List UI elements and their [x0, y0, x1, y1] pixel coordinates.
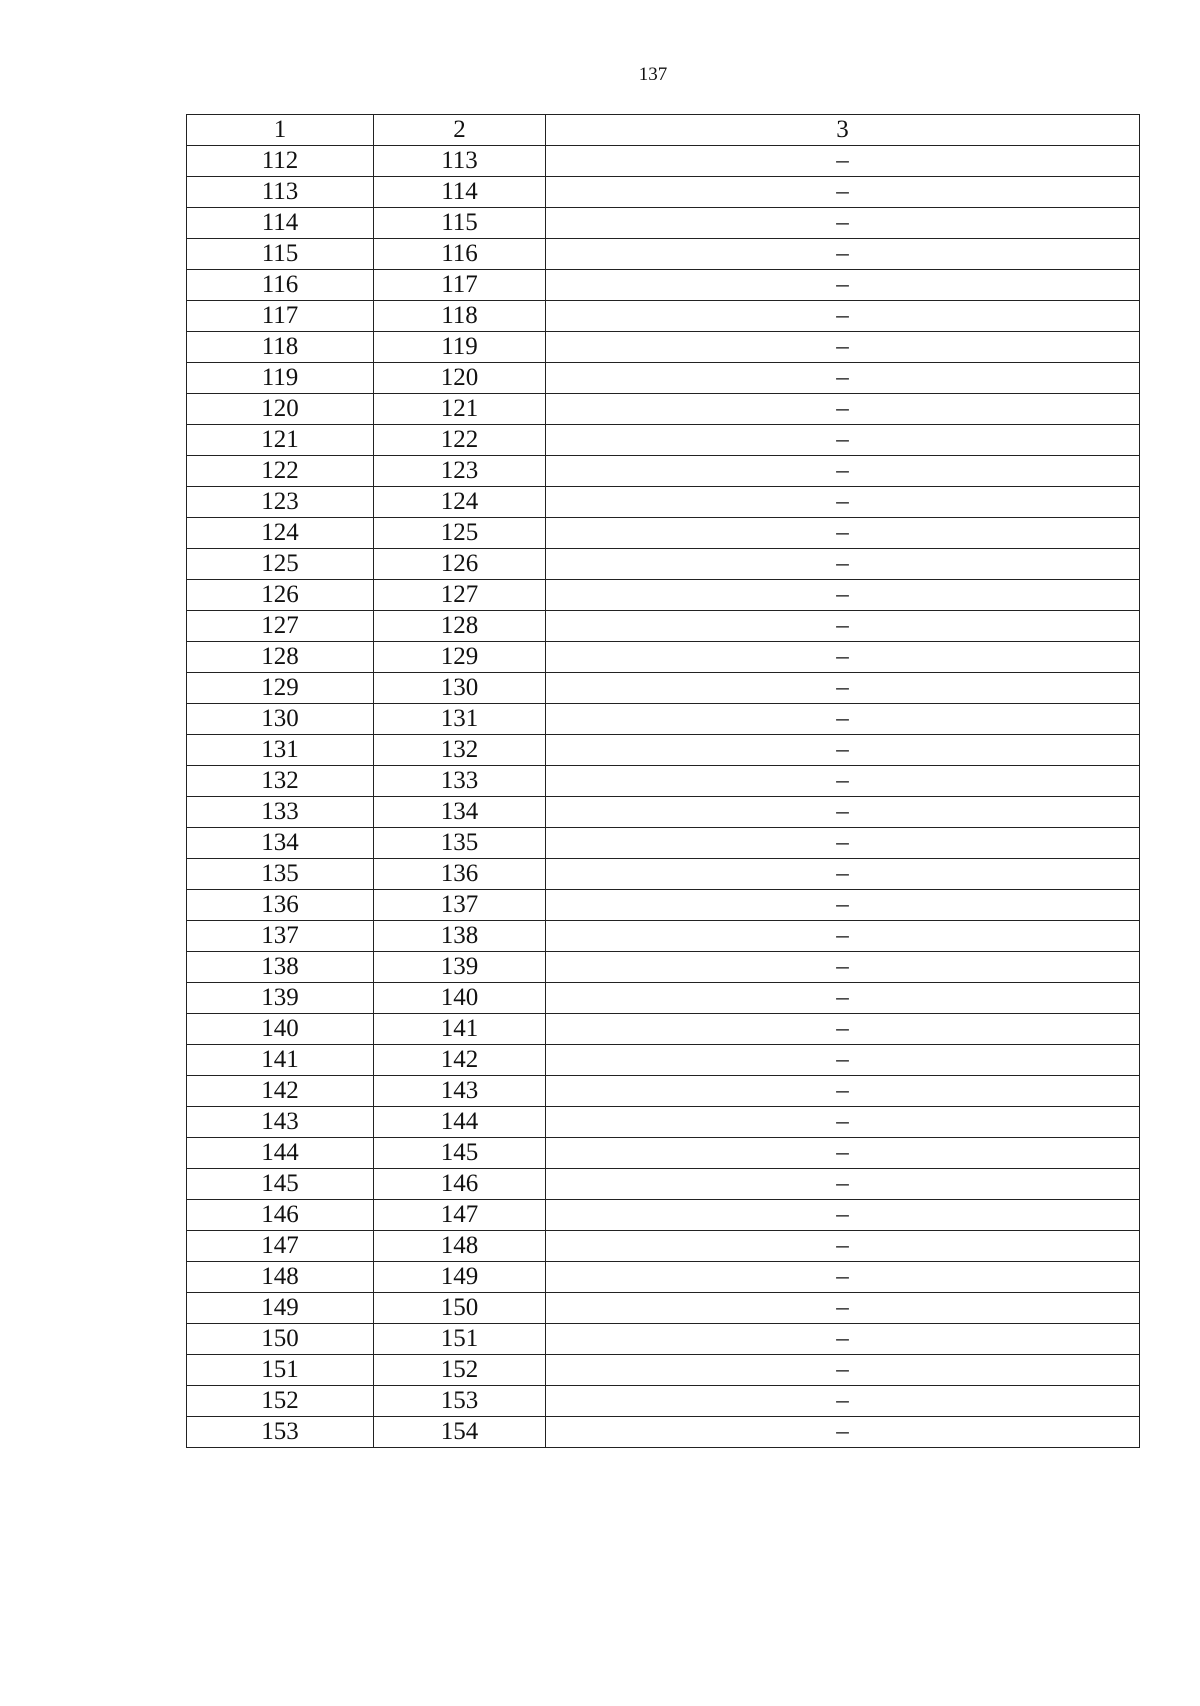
table-cell: –: [546, 828, 1140, 859]
table-cell: 114: [187, 208, 374, 239]
table-cell: 152: [187, 1386, 374, 1417]
table-cell: –: [546, 425, 1140, 456]
table-row: [187, 1386, 1140, 1417]
table-cell: 128: [374, 611, 546, 642]
table-cell: –: [546, 1386, 1140, 1417]
table-row: [187, 952, 1140, 983]
table-cell: 126: [187, 580, 374, 611]
table-row: [187, 146, 1140, 177]
table-cell: 141: [187, 1045, 374, 1076]
table-cell: –: [546, 983, 1140, 1014]
table-cell: –: [546, 1200, 1140, 1231]
table-cell: –: [546, 239, 1140, 270]
table-cell: –: [546, 301, 1140, 332]
table-cell: 120: [187, 394, 374, 425]
table-row: [187, 1076, 1140, 1107]
table-cell: 117: [187, 301, 374, 332]
table-cell: –: [546, 1262, 1140, 1293]
table-cell: –: [546, 580, 1140, 611]
table-cell: 140: [374, 983, 546, 1014]
table-row: [187, 828, 1140, 859]
table-cell: 146: [374, 1169, 546, 1200]
table-cell: 113: [187, 177, 374, 208]
table-row: [187, 549, 1140, 580]
table-cell: 141: [374, 1014, 546, 1045]
table-row: [187, 1293, 1140, 1324]
table-cell: 135: [374, 828, 546, 859]
table-cell: –: [546, 146, 1140, 177]
table-cell: 116: [187, 270, 374, 301]
table-row: [187, 425, 1140, 456]
table-cell: 122: [374, 425, 546, 456]
table-cell: 129: [187, 673, 374, 704]
table-row: [187, 673, 1140, 704]
table-cell: 116: [374, 239, 546, 270]
table-row: [187, 704, 1140, 735]
table-cell: 146: [187, 1200, 374, 1231]
table-row: [187, 1355, 1140, 1386]
table-cell: 135: [187, 859, 374, 890]
table-cell: –: [546, 1231, 1140, 1262]
data-table: [186, 114, 1140, 1448]
table-cell: 129: [374, 642, 546, 673]
table-cell: 148: [374, 1231, 546, 1262]
header-cell: 3: [546, 115, 1140, 146]
table-row: [187, 177, 1140, 208]
table-cell: 142: [374, 1045, 546, 1076]
header-cell: 2: [374, 115, 546, 146]
table-cell: 153: [374, 1386, 546, 1417]
table-cell: –: [546, 518, 1140, 549]
table-cell: –: [546, 1293, 1140, 1324]
table-cell: 127: [374, 580, 546, 611]
table-cell: 127: [187, 611, 374, 642]
table-row: [187, 859, 1140, 890]
table-cell: 112: [187, 146, 374, 177]
table-cell: 114: [374, 177, 546, 208]
table-cell: 151: [374, 1324, 546, 1355]
table-cell: 121: [187, 425, 374, 456]
table-cell: 133: [374, 766, 546, 797]
table-cell: 150: [374, 1293, 546, 1324]
table-cell: –: [546, 487, 1140, 518]
table-cell: 137: [187, 921, 374, 952]
table-row: [187, 1045, 1140, 1076]
table-cell: –: [546, 1045, 1140, 1076]
table-row: [187, 735, 1140, 766]
table-cell: –: [546, 332, 1140, 363]
table-cell: 144: [187, 1138, 374, 1169]
table-row: [187, 642, 1140, 673]
table-cell: 131: [187, 735, 374, 766]
table-cell: 140: [187, 1014, 374, 1045]
table-row: [187, 456, 1140, 487]
table-cell: 113: [374, 146, 546, 177]
table-cell: 126: [374, 549, 546, 580]
table-cell: –: [546, 673, 1140, 704]
table-cell: –: [546, 394, 1140, 425]
table-cell: 118: [374, 301, 546, 332]
table-cell: –: [546, 1324, 1140, 1355]
table-cell: –: [546, 890, 1140, 921]
table-cell: 136: [187, 890, 374, 921]
table-cell: –: [546, 1169, 1140, 1200]
table-cell: 144: [374, 1107, 546, 1138]
table-row: [187, 1262, 1140, 1293]
table-cell: –: [546, 270, 1140, 301]
table-row: [187, 301, 1140, 332]
table-row: [187, 332, 1140, 363]
table-cell: 147: [187, 1231, 374, 1262]
table-cell: 121: [374, 394, 546, 425]
table-cell: 142: [187, 1076, 374, 1107]
table-row: [187, 518, 1140, 549]
table-cell: 125: [374, 518, 546, 549]
table-cell: –: [546, 208, 1140, 239]
table-cell: 132: [187, 766, 374, 797]
table-row: [187, 1014, 1140, 1045]
table-cell: 153: [187, 1417, 374, 1448]
table-row: [187, 1231, 1140, 1262]
table-cell: –: [546, 611, 1140, 642]
table-cell: 138: [374, 921, 546, 952]
table-cell: –: [546, 1107, 1140, 1138]
table-cell: 118: [187, 332, 374, 363]
table-row: [187, 1324, 1140, 1355]
table-cell: 147: [374, 1200, 546, 1231]
table-cell: 148: [187, 1262, 374, 1293]
table-cell: 117: [374, 270, 546, 301]
table-row: [187, 239, 1140, 270]
table-cell: 134: [187, 828, 374, 859]
table-cell: 149: [374, 1262, 546, 1293]
table-cell: –: [546, 1138, 1140, 1169]
table-cell: 119: [187, 363, 374, 394]
table-cell: –: [546, 549, 1140, 580]
table-cell: –: [546, 1355, 1140, 1386]
table-cell: 124: [374, 487, 546, 518]
table-cell: 143: [187, 1107, 374, 1138]
table-cell: 122: [187, 456, 374, 487]
table-cell: 139: [374, 952, 546, 983]
table-cell: –: [546, 952, 1140, 983]
table-cell: 128: [187, 642, 374, 673]
table-cell: –: [546, 1076, 1140, 1107]
page-number: 137: [638, 64, 668, 85]
table-cell: –: [546, 797, 1140, 828]
table-cell: –: [546, 177, 1140, 208]
table-cell: –: [546, 921, 1140, 952]
table-cell: –: [546, 859, 1140, 890]
table-cell: 133: [187, 797, 374, 828]
table-row: [187, 611, 1140, 642]
table-cell: –: [546, 363, 1140, 394]
table-body: [187, 146, 1140, 1448]
table-row: [187, 208, 1140, 239]
table-cell: 123: [374, 456, 546, 487]
table-cell: 145: [374, 1138, 546, 1169]
table-cell: –: [546, 456, 1140, 487]
table-cell: –: [546, 1014, 1140, 1045]
table-cell: 143: [374, 1076, 546, 1107]
table-cell: –: [546, 704, 1140, 735]
table-row: [187, 1107, 1140, 1138]
table-cell: 151: [187, 1355, 374, 1386]
table-cell: 130: [374, 673, 546, 704]
table-row: [187, 983, 1140, 1014]
table-cell: 150: [187, 1324, 374, 1355]
table-cell: –: [546, 735, 1140, 766]
table-row: [187, 270, 1140, 301]
table-cell: 125: [187, 549, 374, 580]
table-cell: 137: [374, 890, 546, 921]
table-cell: 124: [187, 518, 374, 549]
table-cell: 131: [374, 704, 546, 735]
table-row: [187, 1169, 1140, 1200]
table-cell: 123: [187, 487, 374, 518]
table-cell: 115: [374, 208, 546, 239]
table-row: [187, 580, 1140, 611]
table-row: [187, 890, 1140, 921]
header-row: [187, 115, 1140, 146]
table-row: [187, 921, 1140, 952]
table-row: [187, 394, 1140, 425]
table-cell: 115: [187, 239, 374, 270]
table-cell: –: [546, 642, 1140, 673]
table-cell: 152: [374, 1355, 546, 1386]
table-cell: 149: [187, 1293, 374, 1324]
table-row: [187, 797, 1140, 828]
table-cell: –: [546, 766, 1140, 797]
table-cell: 145: [187, 1169, 374, 1200]
table-cell: 136: [374, 859, 546, 890]
table-row: [187, 766, 1140, 797]
table-cell: 134: [374, 797, 546, 828]
table-cell: 132: [374, 735, 546, 766]
header-cell: 1: [187, 115, 374, 146]
table-cell: 130: [187, 704, 374, 735]
table-cell: 154: [374, 1417, 546, 1448]
table-row: [187, 1417, 1140, 1448]
table-cell: 119: [374, 332, 546, 363]
table-cell: 139: [187, 983, 374, 1014]
table-row: [187, 487, 1140, 518]
table-cell: –: [546, 1417, 1140, 1448]
table-row: [187, 1200, 1140, 1231]
table-row: [187, 363, 1140, 394]
table-row: [187, 1138, 1140, 1169]
table-cell: 138: [187, 952, 374, 983]
table-cell: 120: [374, 363, 546, 394]
